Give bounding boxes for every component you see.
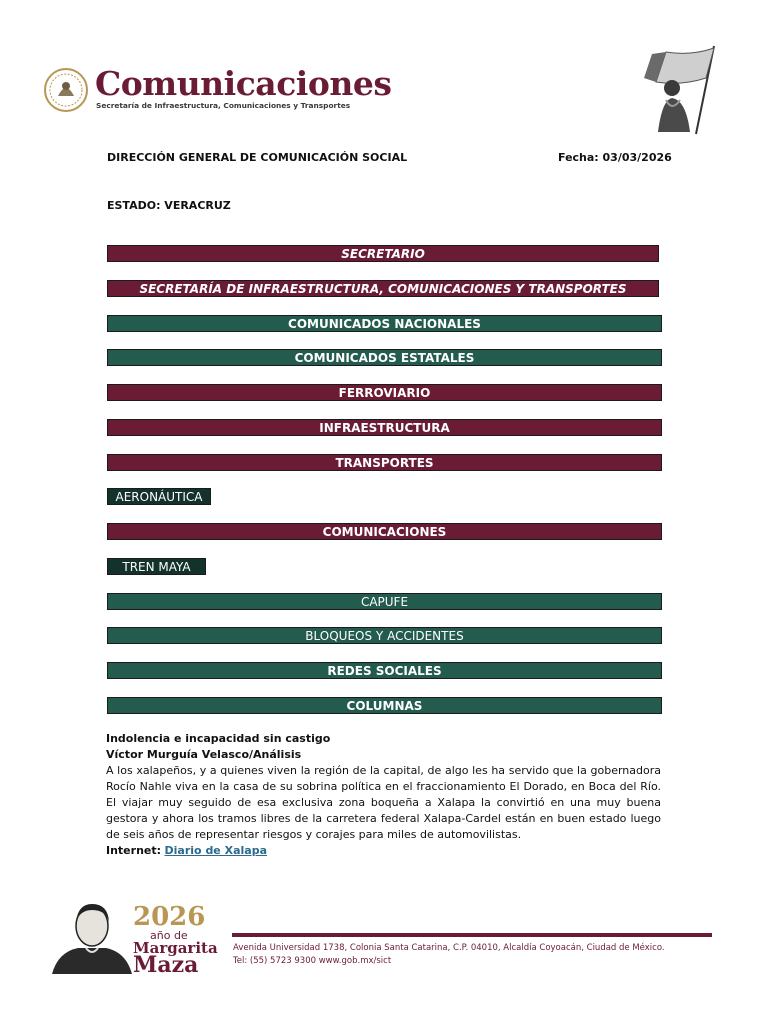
year-name-first: Margarita bbox=[133, 939, 218, 957]
article-title: Indolencia e incapacidad sin castigo bbox=[106, 732, 331, 745]
tag-aeronautica: AERONÁUTICA bbox=[107, 488, 211, 505]
section-secretario: SECRETARIO bbox=[107, 245, 659, 262]
section-comunicados-estatales: COMUNICADOS ESTATALES bbox=[107, 349, 662, 366]
source-label: Internet: bbox=[106, 844, 162, 857]
article-author: Víctor Murguía Velasco/Análisis bbox=[106, 748, 302, 761]
fecha-label: Fecha: 03/03/2026 bbox=[558, 151, 672, 164]
article-source bbox=[106, 843, 661, 859]
section-columnas: COLUMNAS bbox=[107, 697, 662, 714]
margarita-maza-portrait bbox=[52, 900, 132, 974]
section-redes-sociales: REDES SOCIALES bbox=[107, 662, 662, 679]
year-label: 2026 bbox=[133, 902, 206, 932]
brand-subtitle: Secretaría de Infraestructura, Comunicaciones y Transportes bbox=[96, 101, 351, 110]
tag-tren-maya: TREN MAYA bbox=[107, 558, 206, 575]
section-capufe: CAPUFE bbox=[107, 593, 662, 610]
section-transportes: TRANSPORTES bbox=[107, 454, 662, 471]
national-seal-icon bbox=[44, 68, 88, 112]
footer-divider bbox=[232, 933, 712, 937]
section-sict: SECRETARÍA DE INFRAESTRUCTURA, COMUNICACIONES Y TRANSPORTES bbox=[107, 280, 659, 297]
brand-name: Comunicaciones bbox=[95, 64, 392, 103]
direccion-label: DIRECCIÓN GENERAL DE COMUNICACIÓN SOCIAL bbox=[107, 151, 408, 164]
footer-address: Avenida Universidad 1738, Colonia Santa Catarina, C.P. 04010, Alcaldía Coyoacán, Ciudad de México. bbox=[233, 943, 665, 953]
source-link[interactable]: Diario de Xalapa bbox=[164, 844, 267, 857]
section-comunicados-nacionales: COMUNICADOS NACIONALES bbox=[107, 315, 662, 332]
year-subtitle: año de bbox=[150, 929, 188, 942]
estado-label: ESTADO: VERACRUZ bbox=[107, 199, 231, 212]
section-comunicaciones: COMUNICACIONES bbox=[107, 523, 662, 540]
section-infraestructura: INFRAESTRUCTURA bbox=[107, 419, 662, 436]
footer-contact: Tel: (55) 5723 9300 www.gob.mx/sict bbox=[233, 956, 392, 966]
year-name-last: Maza bbox=[133, 952, 199, 978]
section-bloqueos-accidentes: BLOQUEOS Y ACCIDENTES bbox=[107, 627, 662, 644]
flag-bearer-illustration bbox=[636, 42, 722, 138]
article-body: A los xalapeños, y a quienes viven la región de la capital, de algo les ha servido que la gobernadora Rocío Nahle viva en la casa de su sobrina política en el fraccionamiento El Dorado, en Boca del Río. El viajar muy seguido de esa exclusiva zona boqueña a Xalapa la convirtió en una muy buena gestora y ahora los tramos libres de la carretera federal Xalapa-Cardel están en buen estado luego de seis años de representar riesgos y corajes para miles de automovilistas. bbox=[106, 764, 661, 841]
section-ferroviario: FERROVIARIO bbox=[107, 384, 662, 401]
